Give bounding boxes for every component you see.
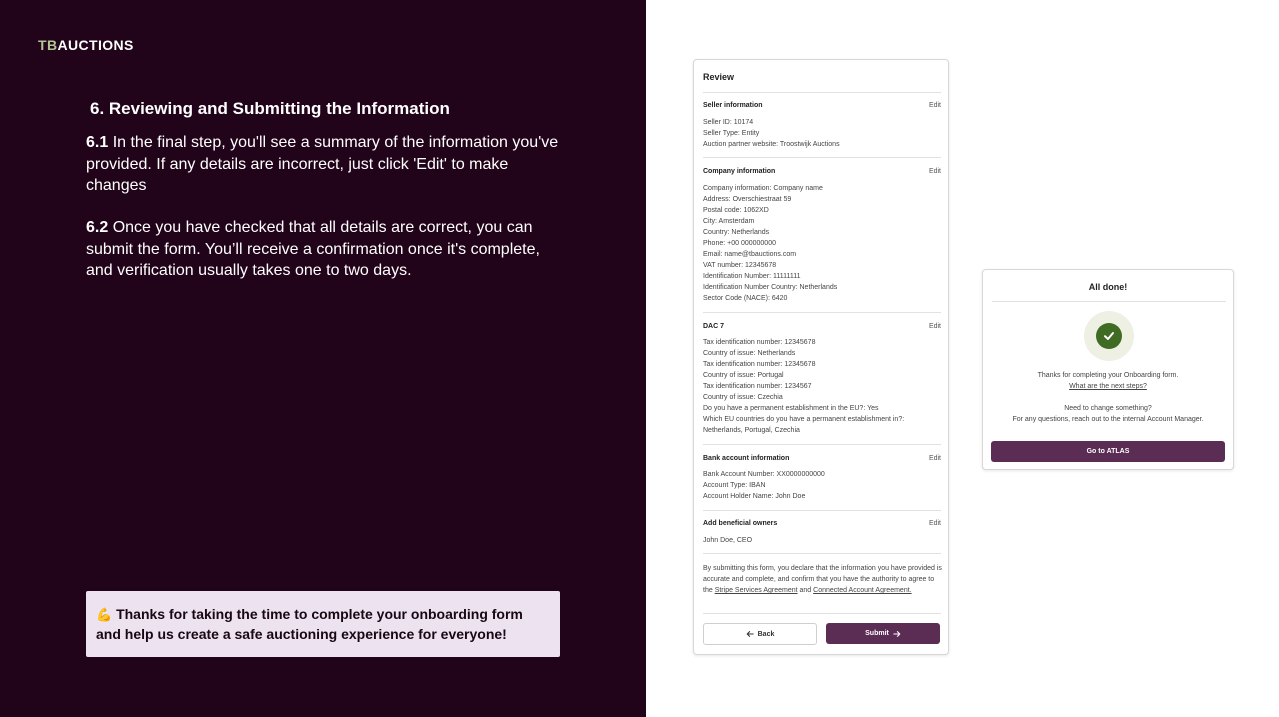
logo-prefix: TB: [38, 37, 58, 53]
step-title: 6. Reviewing and Submitting the Information: [90, 99, 450, 118]
divider: [703, 553, 941, 554]
divider: [703, 157, 941, 158]
arrow-left-icon: [746, 630, 754, 638]
section-title-company: Company information: [703, 168, 776, 175]
confirmation-next-steps: [983, 381, 1233, 392]
section-title-seller: Seller information: [703, 102, 763, 109]
detail-line: Country: Netherlands: [703, 229, 770, 236]
connected-account-agreement-link[interactable]: Connected Account Agreement.: [813, 587, 912, 594]
divider: [703, 510, 941, 511]
section-title-dac7: DAC 7: [703, 323, 725, 330]
company-details: [703, 183, 941, 304]
step-text-6-1: In the final step, you'll see a summary of the information you've provided. If any details are incorrect, just click 'Edit' to make changes: [86, 134, 559, 194]
declaration-text: [703, 563, 943, 596]
section-title-owners: Add beneficial owners: [703, 520, 778, 527]
detail-line: Postal code: 1062XD: [703, 207, 769, 214]
detail-line: Account Holder Name: John Doe: [703, 493, 806, 500]
thanks-text: Thanks for taking the time to complete your onboarding form and help us create a safe auctioning experience for everyone!: [96, 606, 523, 642]
divider: [992, 301, 1226, 302]
submit-button[interactable]: [826, 623, 940, 644]
checkmark-icon: [1096, 323, 1122, 349]
step-paragraph-2: [86, 217, 566, 282]
arrow-right-icon: [893, 630, 901, 638]
section-heading-dac7: [703, 323, 941, 330]
step-text-6-2: Once you have checked that all details are correct, you can submit the form. You’ll receive a confirmation once it's complete, and verification usually takes one to two days.: [86, 219, 540, 279]
detail-line: City: Amsterdam: [703, 218, 755, 225]
detail-line: Auction partner website: Troostwijk Auctions: [703, 141, 840, 148]
detail-line: Do you have a permanent establishment in the EU?: Yes: [703, 405, 879, 412]
section-heading-company: [703, 168, 941, 175]
step-number-6-2: 6.2: [86, 219, 109, 236]
tbauctions-logo: [38, 37, 134, 53]
divider: [703, 613, 941, 614]
flexed-biceps-icon: 💪: [96, 607, 113, 622]
review-card: [693, 59, 949, 655]
change-something-text: Need to change something?: [1064, 405, 1152, 412]
divider: [703, 444, 941, 445]
logo-suffix: AUCTIONS: [57, 37, 134, 53]
detail-line: Sector Code (NACE): 6420: [703, 295, 788, 302]
go-to-atlas-button[interactable]: Go to ATLAS: [991, 441, 1225, 462]
detail-line: Country of issue: Portugal: [703, 372, 784, 379]
detail-line: Which EU countries do you have a permanent establishment in?:: [703, 416, 905, 423]
stripe-services-agreement-link[interactable]: Stripe Services Agreement: [714, 587, 798, 594]
next-steps-link[interactable]: What are the next steps?: [1069, 383, 1147, 390]
detail-line: Country of issue: Czechia: [703, 394, 783, 401]
detail-line: Identification Number Country: Netherlands: [703, 284, 838, 291]
detail-line: Email: name@tbauctions.com: [703, 251, 797, 258]
step-paragraph-1: [86, 132, 566, 197]
divider: [703, 312, 941, 313]
divider: [703, 92, 941, 93]
step-number-6-1: 6.1: [86, 134, 109, 151]
submit-button-label: Submit: [865, 630, 889, 637]
detail-line: Address: Overschiestraat 59: [703, 196, 792, 203]
confirmation-thanks: Thanks for completing your Onboarding form.: [1037, 372, 1179, 379]
thanks-callout: [86, 591, 560, 657]
edit-seller-link[interactable]: Edit: [928, 102, 941, 109]
owners-details: [703, 535, 941, 546]
detail-line: Tax identification number: 12345678: [703, 339, 816, 346]
edit-company-link[interactable]: Edit: [928, 168, 941, 175]
detail-line: Tax identification number: 1234567: [703, 383, 812, 390]
section-title-bank: Bank account information: [703, 455, 790, 462]
confirmation-card: [982, 269, 1234, 470]
detail-line: Seller Type: Entity: [703, 130, 760, 137]
detail-line: Account Type: IBAN: [703, 482, 766, 489]
account-manager-text: For any questions, reach out to the internal Account Manager.: [1012, 416, 1204, 423]
section-heading-bank: [703, 455, 941, 462]
dac7-details: [703, 337, 941, 436]
section-heading-owners: [703, 520, 941, 527]
detail-line: Tax identification number: 12345678: [703, 361, 816, 368]
detail-line: Bank Account Number: XX0000000000: [703, 471, 825, 478]
detail-line: John Doe, CEO: [703, 537, 753, 544]
edit-bank-link[interactable]: Edit: [928, 455, 941, 462]
detail-line: Identification Number: 11111111: [703, 273, 801, 280]
detail-line: VAT number: 12345678: [703, 262, 777, 269]
edit-dac7-link[interactable]: Edit: [928, 323, 941, 330]
review-title: Review: [703, 72, 735, 82]
back-button-label: Back: [757, 630, 775, 638]
detail-line: Company information: Company name: [703, 185, 823, 192]
detail-line: Phone: +00 000000000: [703, 240, 776, 247]
success-badge: [1084, 311, 1134, 361]
edit-owners-link[interactable]: Edit: [928, 520, 941, 527]
confirmation-title: All done!: [1088, 282, 1128, 292]
detail-line: Seller ID: 10174: [703, 119, 754, 126]
back-button[interactable]: [703, 623, 817, 645]
declaration-body: By submitting this form, you declare that the information you have provided is accurate and complete, and confirm that you have the authority to agree to the: [703, 565, 942, 594]
bank-details: [703, 469, 941, 502]
seller-details: [703, 117, 941, 150]
declaration-and: and: [797, 587, 814, 594]
section-heading-seller: [703, 102, 941, 109]
detail-line: Country of issue: Netherlands: [703, 350, 796, 357]
detail-line: Netherlands, Portugal, Czechia: [703, 427, 800, 434]
